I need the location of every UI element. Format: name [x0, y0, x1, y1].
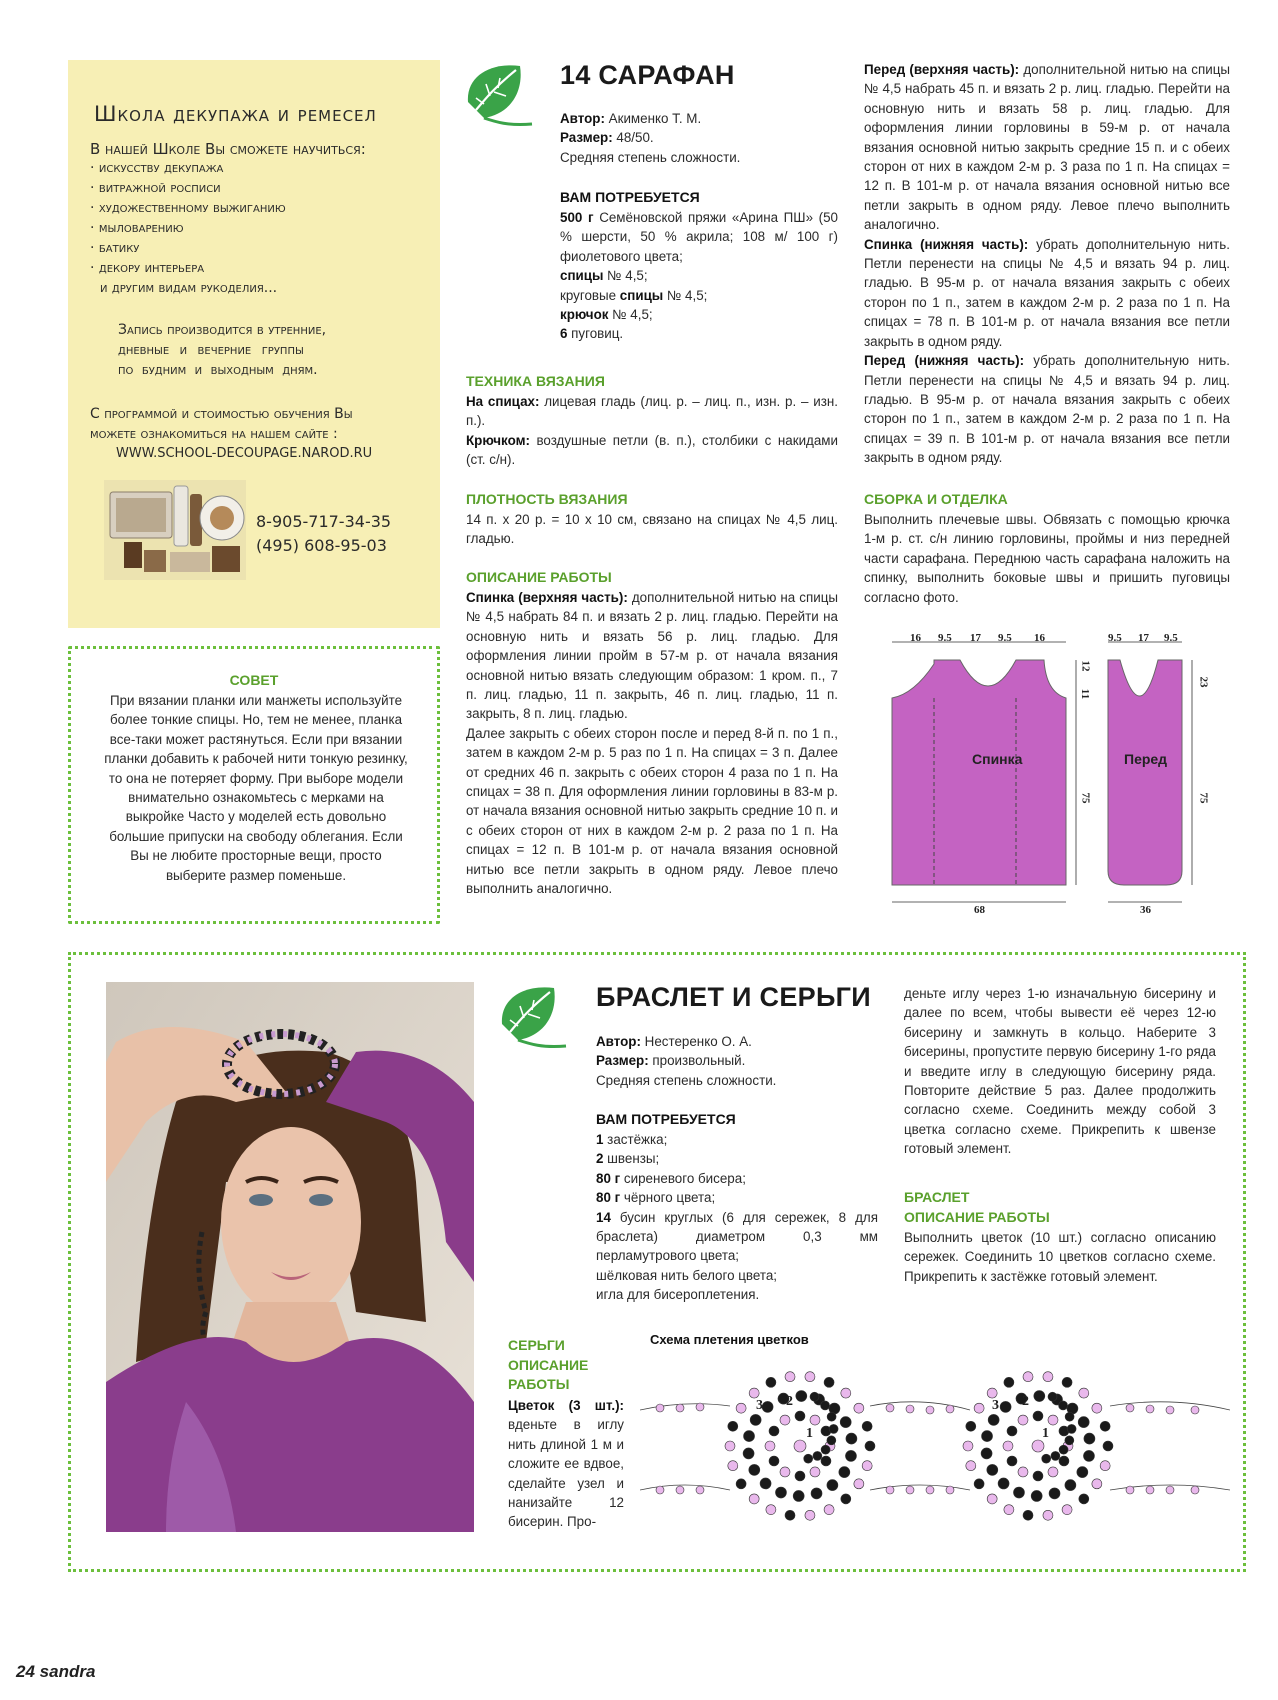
- sarafan-need-title: ВАМ ПОТРЕБУЕТСЯ: [560, 189, 700, 205]
- black-bead: [982, 1431, 993, 1442]
- bead: [1003, 1441, 1013, 1451]
- ad-program-line: можете ознакомиться на нашем сайте :: [90, 426, 338, 442]
- scheme-number: 2: [786, 1394, 793, 1409]
- scheme-number: 2: [1022, 1394, 1029, 1409]
- assembly-text: Выполнить плечевые швы. Обвязать с помощью крючка 1-м р. ст. с/н линию горловины, проймы и низ передней части сарафана. Переднюю часть сарафана наложить на спинку, выполнить боковые швы и пришить пуговицы согласно фото.: [864, 512, 1230, 605]
- earrings-subtitle: ОПИСАНИЕ РАБОТЫ: [508, 1357, 589, 1392]
- bead: [736, 1479, 746, 1489]
- thread-line: [870, 1402, 970, 1410]
- bead: [785, 1372, 795, 1382]
- lilac-bead: [656, 1486, 664, 1494]
- bead: [1007, 1456, 1017, 1466]
- bead: [1018, 1415, 1028, 1425]
- bead: [862, 1421, 872, 1431]
- lilac-bead: [906, 1405, 914, 1413]
- bead: [824, 1377, 834, 1387]
- black-bead: [793, 1490, 804, 1501]
- ad-block: [68, 60, 440, 628]
- bead: [841, 1494, 851, 1504]
- tech-title: ТЕХНИКА ВЯЗАНИЯ: [466, 373, 605, 389]
- br-subtitle: ОПИСАНИЕ РАБОТЫ: [904, 1209, 1050, 1225]
- bracelet-need-list: [596, 1130, 878, 1305]
- sarafan-title: 14 САРАФАН: [560, 60, 735, 90]
- ad-heading: Школа декупажа и ремесел: [94, 102, 377, 126]
- bead: [765, 1441, 775, 1451]
- ad-item: · искусству декупажа: [90, 160, 224, 176]
- need-item: 1 застёжка;: [596, 1132, 668, 1147]
- thread-line: [640, 1485, 730, 1490]
- bracelet-need-title: ВАМ ПОТРЕБУЕТСЯ: [596, 1111, 736, 1127]
- size-label: Размер:: [560, 130, 613, 146]
- black-bead: [1067, 1424, 1076, 1433]
- black-bead: [813, 1451, 822, 1460]
- ad-site[interactable]: WWW.SCHOOL-DECOUPAGE.NAROD.RU: [116, 446, 373, 461]
- bead: [854, 1403, 864, 1413]
- ad-item: · декору интерьера: [90, 260, 205, 276]
- bead: [1033, 1471, 1043, 1481]
- black-bead: [750, 1414, 761, 1425]
- ad-enroll-line: Запись производится в утренние,: [118, 322, 327, 338]
- need-item: 80 г сиреневого бисера;: [596, 1170, 746, 1186]
- ad-phone: (495) 608-95-03: [256, 536, 387, 555]
- bead: [780, 1467, 790, 1477]
- bead: [1043, 1372, 1053, 1382]
- black-bead: [1065, 1436, 1074, 1445]
- black-bead: [1051, 1451, 1060, 1460]
- need-item: 6 пуговиц.: [560, 326, 624, 342]
- lilac-bead: [1191, 1406, 1199, 1414]
- bead: [862, 1461, 872, 1471]
- lilac-bead: [886, 1486, 894, 1494]
- ad-products-image: [104, 480, 246, 580]
- need-item: 500 г Семёновской пряжи «Арина ПШ» (50 % шерсти, 50 % акрила; 108 м/ 100 г) фиолетового цвета;: [560, 210, 838, 264]
- ad-enroll-line: по будним и выходным дням.: [118, 362, 318, 378]
- bead: [749, 1388, 759, 1398]
- black-bead: [1000, 1401, 1011, 1412]
- dim-label: 9.5: [1108, 632, 1122, 644]
- black-bead: [981, 1448, 992, 1459]
- bead: [810, 1467, 820, 1477]
- lilac-bead: [1126, 1486, 1134, 1494]
- author: Акименко Т. М.: [604, 111, 702, 126]
- tip-title: СОВЕТ: [229, 672, 279, 688]
- lilac-bead: [946, 1486, 954, 1494]
- bead: [769, 1426, 779, 1436]
- lilac-bead: [1166, 1486, 1174, 1494]
- dim-label: 23: [1197, 676, 1210, 688]
- ad-program-line: С программой и стоимостью обучения Вы: [90, 406, 353, 422]
- bead: [805, 1372, 815, 1382]
- black-bead: [804, 1454, 813, 1463]
- tip-box: [68, 646, 440, 924]
- bead: [865, 1441, 875, 1451]
- front-label: Перед: [1124, 751, 1168, 767]
- black-bead: [1059, 1445, 1068, 1454]
- bead: [736, 1403, 746, 1413]
- ad-phone: 8-905-717-34-35: [256, 512, 392, 531]
- bead: [1079, 1494, 1089, 1504]
- need-item: игла для бисероплетения.: [596, 1287, 760, 1303]
- lilac-bead: [1126, 1404, 1134, 1412]
- bead: [824, 1505, 834, 1515]
- dim-label: 16: [1034, 632, 1045, 644]
- black-bead: [1083, 1450, 1094, 1461]
- page-number: 24: [16, 1662, 35, 1681]
- bead: [785, 1510, 795, 1520]
- earrings-title: СЕРЬГИ: [508, 1337, 565, 1353]
- density-title: ПЛОТНОСТЬ ВЯЗАНИЯ: [466, 491, 628, 507]
- bead: [987, 1494, 997, 1504]
- dim-label: 9.5: [1164, 632, 1178, 644]
- lilac-bead: [696, 1403, 704, 1411]
- lilac-bead: [926, 1406, 934, 1414]
- density-text: 14 п. х 20 р. = 10 х 10 см, связано на спицах № 4,5 лиц. гладью.: [466, 512, 838, 547]
- bead: [987, 1388, 997, 1398]
- scheme-number: 1: [1042, 1426, 1049, 1441]
- black-bead: [1042, 1454, 1051, 1463]
- thread-line: [640, 1404, 730, 1410]
- bead: [1023, 1510, 1033, 1520]
- black-bead: [1049, 1488, 1060, 1499]
- need-item: спицы № 4,5;: [560, 268, 648, 284]
- lilac-bead: [906, 1486, 914, 1494]
- bead: [1018, 1467, 1028, 1477]
- bead: [795, 1471, 805, 1481]
- need-item: крючок № 4,5;: [560, 307, 653, 323]
- lilac-bead: [676, 1404, 684, 1412]
- scheme-number: 3: [992, 1398, 999, 1413]
- dim-label: 75: [1079, 792, 1092, 804]
- lilac-bead: [1166, 1406, 1174, 1414]
- black-bead: [762, 1401, 773, 1412]
- description-text: Спинка (верхняя часть): дополнительной нитью на спицы № 4,5 набрать 84 п. и вязать 2 р. лиц. гладью. Перейти на основную нить и вязать 56 р. лиц. гладью. Для оформления линии пройм в 57-м р. от начала вязания основной нитью вязать следующим образом: 1 кром. п., 7 п. лиц. гладью, 11 п. закрыть, 46 п. лиц. гладью, 11 п. закрыть, 8 п. лиц. гладью. Далее закрыть с обеих сторон после и перед 8-й п. по 1 п., затем в каждом 2-м р. 5 раз по 1 п. На спицах = 3 п. Далее от средних 46 п. закрыть с обеих сторон 4 раза по 1 п. На спицах = 38 п. Для оформления линии горловины в 83-м р. от начала вязания основной нитью закрыть средние 10 п. и с обеих сторон от них в каждом 2-м р. 2 раза по 1 п. На спицах = 12 п. В 101-м р. от начала вязания основной нитью все петли закрыть в одном ряду. Левое плечо выполнить аналогично.: [466, 590, 839, 897]
- bead: [974, 1479, 984, 1489]
- lilac-bead: [1146, 1405, 1154, 1413]
- black-bead: [846, 1433, 857, 1444]
- bead: [1043, 1510, 1053, 1520]
- bead: [1092, 1479, 1102, 1489]
- bead: [1048, 1467, 1058, 1477]
- lilac-bead: [886, 1404, 894, 1412]
- black-bead: [1065, 1412, 1074, 1421]
- model-photo: [106, 982, 474, 1532]
- black-bead: [987, 1464, 998, 1475]
- bead: [780, 1415, 790, 1425]
- tip-text: При вязании планки или манжеты используйте более тонкие спицы. Но, тем не менее, планка все-таки может растянуться. Если при вязании планки добавить к рабочей нити тонкую резинку, то она не потеряет форму. При выборе модели внимательно ознакомьтесь с мерками на выкройке Часто у моделей есть довольно большие припуски на свободу облегания. Если Вы не любите просторные вещи, просто выберите размер поменьше.: [104, 693, 408, 883]
- page-footer: [16, 1662, 95, 1682]
- lilac-bead: [656, 1404, 664, 1412]
- bead: [1023, 1372, 1033, 1382]
- black-bead: [1048, 1392, 1057, 1401]
- black-bead: [1077, 1467, 1088, 1478]
- black-bead: [829, 1424, 838, 1433]
- black-bead: [775, 1487, 786, 1498]
- center-bead: [794, 1440, 806, 1452]
- lilac-bead: [946, 1405, 954, 1413]
- thread-line: [870, 1485, 970, 1490]
- bead: [728, 1461, 738, 1471]
- ad-item: · художественному выжиганию: [90, 200, 286, 216]
- magazine-name: sandra: [39, 1662, 96, 1681]
- bead: [725, 1441, 735, 1451]
- dim-label: 36: [1140, 904, 1151, 916]
- br-title: БРАСЛЕТ: [904, 1189, 970, 1205]
- sarafan-right-column: Перед (верхняя часть): дополнительной нитью на спицы № 4,5 набрать 45 п. и вязать 2 р. лиц. гладью. Перейти на основную нить и вязать 58 р. лиц. гладью. Для оформления линии горловины в 59-м р. от начала вязания основной нитью закрыть средние 15 п. и с обеих сторон от них в каждом 2-м р. 3 раза по 1 п. На спицах = 12 п. В 101-м р. от начала вязания основной нитью все петли закрыть в одном ряду. Левое плечо выполнить аналогично. Спинка (нижняя часть): убрать дополнительную нить. Петли перенести на спицы № 4,5 и вязать 94 р. лиц. гладью. В 95-м р. от начала вязания закрыть с обеих сторон по 1 п., затем в каждом 2-м р. 2 раза по 1 п. На спицах = 78 п. В 101-м р. от начала вязания все петли закрыть в одном ряду. Перед (нижняя часть): убрать дополнительную нить. Петли перенести на спицы № 4,5 и вязать 94 р. лиц. гладью. В 95-м р. от начала вязания закрыть с обеих сторон по 1 п., затем в каждом 2-м р. 2 раза по 1 п. На спицах = 39 п. В 101-м р. от начала вязания все петли закрыть в одном ряду.: [864, 62, 1230, 466]
- sarafan-need-list: [560, 208, 838, 344]
- need-item: шёлковая нить белого цвета;: [596, 1267, 778, 1283]
- assembly-title: СБОРКА И ОТДЕЛКА: [864, 491, 1008, 507]
- bead: [966, 1461, 976, 1471]
- bead: [1103, 1441, 1113, 1451]
- black-bead: [827, 1480, 838, 1491]
- sarafan-meta: [560, 109, 838, 167]
- lilac-bead: [676, 1486, 684, 1494]
- ad-item: · батику: [90, 240, 140, 256]
- bead: [963, 1441, 973, 1451]
- black-bead: [827, 1412, 836, 1421]
- bead: [1004, 1377, 1014, 1387]
- bead: [1007, 1426, 1017, 1436]
- black-bead: [810, 1392, 819, 1401]
- need-item: 80 г чёрного цвета;: [596, 1190, 716, 1206]
- black-bead: [744, 1431, 755, 1442]
- bracelet-meta: Автор: Нестеренко О. А. Размер: произвольный. Средняя степень сложности.: [596, 1034, 777, 1088]
- scheme-title: Схема плетения цветков: [650, 1332, 809, 1347]
- bead: [1062, 1505, 1072, 1515]
- lilac-bead: [926, 1486, 934, 1494]
- leaf-icon: [462, 58, 536, 132]
- bead: [805, 1510, 815, 1520]
- black-bead: [1065, 1480, 1076, 1491]
- bead: [1059, 1456, 1069, 1466]
- black-bead: [743, 1448, 754, 1459]
- black-bead: [811, 1488, 822, 1499]
- bead: [810, 1415, 820, 1425]
- earrings-text: Цветок (3 шт.): вденьте в иглу нить длиной 1 м и сложите ее вдвое, сделайте узел и нанизайте 12 бисерин. Про-: [508, 1398, 624, 1530]
- black-bead: [1059, 1401, 1068, 1410]
- black-bead: [839, 1467, 850, 1478]
- bead: [974, 1403, 984, 1413]
- lilac-bead: [1146, 1486, 1154, 1494]
- dim-label: 68: [974, 904, 985, 916]
- ad-enroll-line: дневные и вечерние группы: [118, 342, 304, 358]
- black-bead: [1078, 1417, 1089, 1428]
- scheme-number: 1: [806, 1426, 813, 1441]
- bead: [821, 1456, 831, 1466]
- bead: [841, 1388, 851, 1398]
- lilac-bead: [696, 1486, 704, 1494]
- black-bead: [796, 1391, 807, 1402]
- black-bead: [760, 1478, 771, 1489]
- bead: [766, 1505, 776, 1515]
- bead: [1048, 1415, 1058, 1425]
- br-text: Выполнить цветок (10 шт.) согласно описанию сережек. Соединить 10 цветков согласно схеме. Прикрепить к застёжке готовый элемент.: [904, 1230, 1216, 1284]
- ad-item: · мыловарению: [90, 220, 184, 236]
- need-item: 14 бусин круглых (6 для сережек, 8 для браслета) диаметром 0,3 мм перламутрового цвета;: [596, 1209, 878, 1264]
- pattern-diagram: [880, 628, 1240, 920]
- ad-item: · витражной росписи: [90, 180, 221, 196]
- bead: [1033, 1411, 1043, 1421]
- black-bead: [988, 1414, 999, 1425]
- bead: [1100, 1421, 1110, 1431]
- black-bead: [998, 1478, 1009, 1489]
- black-bead: [827, 1436, 836, 1445]
- beading-scheme: [640, 1358, 1230, 1542]
- black-bead: [821, 1445, 830, 1454]
- dim-label: 75: [1197, 792, 1210, 804]
- black-bead: [821, 1401, 830, 1410]
- dim-label: 17: [1138, 632, 1149, 644]
- bead: [1079, 1388, 1089, 1398]
- description-title: ОПИСАНИЕ РАБОТЫ: [466, 569, 612, 585]
- dim-label: 11: [1079, 688, 1092, 700]
- dim-label: 9.5: [938, 632, 952, 644]
- bead: [728, 1421, 738, 1431]
- bead: [769, 1456, 779, 1466]
- bracelet-title: БРАСЛЕТ И СЕРЬГИ: [596, 982, 871, 1012]
- bead: [1100, 1461, 1110, 1471]
- dim-label: 17: [970, 632, 981, 644]
- back-piece: [892, 660, 1066, 885]
- dim-label: 9.5: [998, 632, 1012, 644]
- need-item: 2 швензы;: [596, 1151, 660, 1167]
- dim-label: 16: [910, 632, 921, 644]
- tech-text: На спицах: лицевая гладь (лиц. р. – лиц. п., изн. р. – изн. п.). Крючком: воздушные петли (в. п.), столбики с накидами (ст. с/н).: [466, 394, 838, 468]
- difficulty: Средняя степень сложности.: [560, 149, 741, 165]
- bead: [749, 1494, 759, 1504]
- bracelet-col3-text: деньте иглу через 1-ю изначальную бисерину и далее по всем, чтобы вывести её через 12-ю бисерину и замкнуть в кольцо. Наберите 3 бисерины, пропустите первую бисерину 1-го ряда и введите иглу в следующую бисерину ряда. Повторите действие 5 раз. Далее продолжить согласно схеме. Соединить между собой 3 цветка согласно схеме. Прикрепить к швензе готовый элемент.: [904, 986, 1216, 1157]
- dim-label: 12: [1079, 660, 1092, 672]
- size: 48/50.: [612, 130, 654, 146]
- black-bead: [840, 1417, 851, 1428]
- black-bead: [845, 1450, 856, 1461]
- bead: [966, 1421, 976, 1431]
- bead: [1004, 1505, 1014, 1515]
- need-item: круговые спицы № 4,5;: [560, 287, 708, 303]
- bead: [1092, 1403, 1102, 1413]
- author-label: Автор:: [560, 111, 605, 126]
- ad-intro: В нашей Школе Вы сможете научиться:: [90, 140, 366, 158]
- bead: [854, 1479, 864, 1489]
- ad-item: и другим видам рукоделия...: [100, 280, 278, 296]
- black-bead: [1034, 1391, 1045, 1402]
- lilac-bead: [1191, 1486, 1199, 1494]
- bead: [795, 1411, 805, 1421]
- black-bead: [749, 1464, 760, 1475]
- front-piece: [1108, 660, 1182, 885]
- bead: [766, 1377, 776, 1387]
- black-bead: [1031, 1490, 1042, 1501]
- leaf-icon: [496, 980, 570, 1054]
- back-label: Спинка: [972, 751, 1023, 767]
- scheme-number: 3: [756, 1398, 763, 1413]
- black-bead: [1084, 1433, 1095, 1444]
- black-bead: [1013, 1487, 1024, 1498]
- bead: [1062, 1377, 1072, 1387]
